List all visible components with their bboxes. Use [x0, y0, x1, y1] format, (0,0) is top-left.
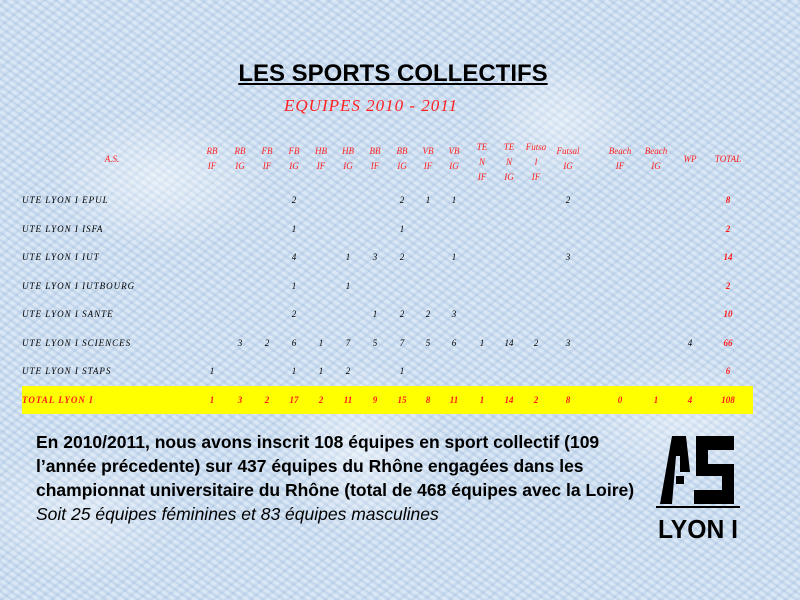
row-total-cell: 2	[725, 280, 731, 291]
column-header	[389, 144, 415, 174]
table-cell: 1	[479, 394, 485, 405]
row-total-cell: 66	[723, 337, 733, 348]
column-header-line: Futsal	[556, 146, 580, 156]
table-header	[22, 140, 753, 186]
table-cell	[469, 300, 495, 328]
table-cell: 1	[345, 252, 351, 262]
column-header	[227, 144, 253, 174]
column-header-line: FB	[288, 146, 300, 156]
table-row	[22, 243, 753, 271]
table-cell	[555, 357, 581, 385]
row-header-label: A.S.	[104, 154, 120, 164]
table-cell: 3	[372, 252, 378, 262]
as-lyon-logo-graphic	[656, 432, 740, 544]
column-header	[523, 140, 549, 185]
column-header-line: RB	[234, 146, 246, 156]
table-cell	[199, 329, 225, 357]
table-cell	[643, 215, 669, 243]
column-header-line: IG	[563, 161, 573, 171]
table-cell	[335, 186, 361, 214]
table-cell	[199, 300, 225, 328]
page-title-text: LES SPORTS COLLECTIFS	[238, 60, 548, 87]
table-cell	[643, 186, 669, 214]
table-cell	[555, 272, 581, 300]
logo-bottom-text: LYON I	[658, 514, 738, 544]
table-cell	[254, 243, 280, 271]
table-cell: 2	[291, 195, 297, 205]
table-cell	[415, 272, 441, 300]
table-cell: 7	[345, 337, 351, 348]
table-cell: 8	[565, 394, 571, 405]
column-header-line: N	[478, 157, 485, 167]
table-cell	[308, 300, 334, 328]
table-cell	[523, 186, 549, 214]
table-cell	[496, 300, 522, 328]
table-cell: 1	[399, 366, 405, 376]
table-cell	[496, 357, 522, 385]
column-header-line: WP	[683, 154, 697, 164]
table-cell	[441, 357, 467, 385]
column-header	[415, 144, 441, 174]
row-label: UTE LYON I STAPS	[22, 366, 112, 376]
column-header-line: IF	[370, 161, 380, 171]
table-cell	[389, 272, 415, 300]
column-header-line: IG	[235, 161, 245, 171]
table-cell	[523, 243, 549, 271]
table-cell	[677, 300, 703, 328]
column-header-line: TOTAL	[714, 154, 742, 164]
table-cell: 3	[237, 394, 243, 405]
table-cell	[677, 215, 703, 243]
column-header-line: IF	[423, 161, 433, 171]
row-total-cell: 10	[723, 309, 733, 319]
table-cell: 11	[343, 394, 353, 405]
column-header	[677, 152, 703, 167]
table-cell	[555, 300, 581, 328]
table-cell	[308, 186, 334, 214]
row-total-cell: 108	[721, 394, 735, 405]
table-cell	[643, 243, 669, 271]
column-header-line: RB	[206, 146, 218, 156]
column-header-line: Beach	[608, 146, 632, 156]
table-cell	[362, 272, 388, 300]
column-header-line: VB	[448, 146, 460, 156]
column-header-line: IF	[531, 172, 541, 182]
as-lyon-logo	[656, 432, 740, 544]
table-cell	[643, 272, 669, 300]
table-cell	[199, 186, 225, 214]
table-cell	[607, 329, 633, 357]
table-cell	[523, 215, 549, 243]
table-cell: 3	[565, 337, 571, 348]
table-row	[22, 300, 753, 328]
table-cell	[523, 300, 549, 328]
table-cell: 2	[264, 394, 270, 405]
column-header	[335, 144, 361, 174]
table-cell	[227, 243, 253, 271]
table-cell	[469, 357, 495, 385]
row-label: UTE LYON I SANTE	[22, 309, 114, 319]
table-cell: 2	[291, 309, 297, 319]
row-label: TOTAL LYON I	[22, 394, 94, 405]
table-cell: 1	[399, 223, 405, 234]
table-cell: 1	[451, 195, 457, 205]
table-cell: 2	[425, 309, 431, 319]
page-title	[0, 60, 786, 88]
table-cell	[308, 243, 334, 271]
column-header	[281, 144, 307, 174]
table-cell	[308, 272, 334, 300]
column-header-line: HB	[315, 146, 327, 156]
table-cell: 2	[399, 195, 405, 205]
table-cell	[441, 215, 467, 243]
column-header	[639, 144, 673, 174]
table-cell	[227, 215, 253, 243]
column-header	[496, 140, 522, 185]
column-header-line: BB	[369, 146, 381, 156]
table-cell	[227, 272, 253, 300]
table-cell: 2	[533, 337, 539, 348]
column-header-line: l	[534, 157, 538, 167]
row-label: UTE LYON I IUTBOURG	[22, 280, 136, 291]
table-cell: 1	[291, 223, 297, 234]
table-row	[22, 357, 753, 385]
row-label: UTE LYON I ISFA	[22, 223, 104, 234]
table-cell: 2	[345, 366, 351, 376]
column-header-line: FB	[261, 146, 273, 156]
summary-italic-text: Soit 25 équipes féminines et 83 équipes masculines	[36, 504, 439, 524]
table-cell	[643, 300, 669, 328]
table-row	[22, 329, 753, 357]
page-subtitle: EQUIPES 2010 - 2011	[284, 96, 459, 115]
column-header-line: IF	[615, 161, 625, 171]
table-cell	[607, 272, 633, 300]
table-cell	[199, 243, 225, 271]
table-cell: 1	[345, 280, 351, 291]
table-cell: 6	[451, 337, 457, 348]
table-row	[22, 186, 753, 214]
table-cell	[607, 300, 633, 328]
column-header	[254, 144, 280, 174]
table-cell: 3	[565, 252, 571, 262]
column-header	[441, 144, 467, 174]
table-cell	[415, 215, 441, 243]
table-cell	[254, 215, 280, 243]
table-cell	[415, 243, 441, 271]
table-cell: 4	[687, 337, 693, 348]
table-cell	[677, 186, 703, 214]
column-header-line: IG	[289, 161, 299, 171]
table-cell	[362, 357, 388, 385]
table-cell	[677, 272, 703, 300]
table-cell	[362, 186, 388, 214]
table-cell: 1	[479, 337, 485, 348]
column-header-line: IF	[207, 161, 217, 171]
table-cell: 2	[399, 252, 405, 262]
table-cell: 1	[209, 394, 215, 405]
column-header-line: TE	[476, 142, 488, 152]
table-cell: 15	[397, 394, 407, 405]
table-cell: 7	[399, 337, 405, 348]
table-cell	[227, 357, 253, 385]
row-label: UTE LYON I IUT	[22, 252, 100, 262]
table-cell: 14	[504, 337, 514, 348]
table-cell: 6	[291, 337, 297, 348]
table-cell	[496, 272, 522, 300]
column-header-line: IF	[262, 161, 272, 171]
table-cell: 14	[504, 394, 514, 405]
table-cell	[607, 215, 633, 243]
column-header-line: HB	[342, 146, 354, 156]
column-header	[469, 140, 495, 185]
table-cell: 2	[565, 195, 571, 205]
table-cell: 1	[372, 309, 378, 319]
table-cell: 1	[209, 366, 215, 376]
column-header-line: Beach	[644, 146, 668, 156]
table-cell	[469, 243, 495, 271]
table-cell	[607, 357, 633, 385]
table-row	[22, 215, 753, 243]
table-cell: 2	[318, 394, 324, 405]
column-header	[199, 144, 225, 174]
table-cell	[308, 215, 334, 243]
table-cell: 4	[687, 394, 693, 405]
table-cell	[254, 186, 280, 214]
table-cell: 1	[291, 366, 297, 376]
table-cell	[254, 357, 280, 385]
table-cell: 0	[617, 394, 623, 405]
table-cell: 1	[291, 280, 297, 291]
table-cell: 5	[372, 337, 378, 348]
column-header	[362, 144, 388, 174]
table-cell	[555, 215, 581, 243]
table-cell	[496, 186, 522, 214]
table-cell: 1	[451, 252, 457, 262]
table-cell	[607, 186, 633, 214]
table-cell	[469, 272, 495, 300]
table-cell	[496, 243, 522, 271]
column-header-line: IG	[343, 161, 353, 171]
column-header	[551, 144, 585, 174]
table-cell	[677, 243, 703, 271]
column-header-line: IG	[504, 172, 514, 182]
table-cell	[254, 300, 280, 328]
column-header-line: IG	[449, 161, 459, 171]
table-cell	[415, 357, 441, 385]
table-cell	[523, 357, 549, 385]
table-cell: 8	[425, 394, 431, 405]
table-cell: 17	[289, 394, 299, 405]
table-cell: 9	[372, 394, 378, 405]
column-header-line: IF	[477, 172, 487, 182]
row-total-cell: 6	[725, 366, 731, 376]
row-label: UTE LYON I EPUL	[22, 195, 109, 205]
table-cell: 1	[318, 366, 324, 376]
table-cell	[254, 272, 280, 300]
row-total-cell: 2	[725, 223, 731, 234]
column-header	[308, 144, 334, 174]
table-cell: 3	[237, 337, 243, 348]
row-total-cell: 8	[725, 195, 731, 205]
column-header-line: IF	[316, 161, 326, 171]
column-header-line: VB	[422, 146, 434, 156]
table-cell: 3	[451, 309, 457, 319]
column-header-line: Futsa	[525, 142, 547, 152]
table-cell: 2	[264, 337, 270, 348]
table-cell	[469, 215, 495, 243]
table-cell	[227, 186, 253, 214]
table-cell	[607, 243, 633, 271]
column-header-line: IG	[397, 161, 407, 171]
table-cell	[441, 272, 467, 300]
table-cell	[677, 357, 703, 385]
summary-bold-text: En 2010/2011, nous avons inscrit 108 équipes en sport collectif (109 l’année précedente) sur 437 équipes du Rhône engagées dans les championnat universitaire du Rhône (total de 468 équipes avec la Loire)	[36, 432, 635, 500]
table-cell	[335, 300, 361, 328]
table-cell: 4	[291, 252, 297, 262]
table-cell	[335, 215, 361, 243]
table-cell	[469, 186, 495, 214]
summary-paragraph	[36, 430, 636, 526]
table-cell	[496, 215, 522, 243]
table-cell: 1	[318, 337, 324, 348]
column-header-line: IG	[651, 161, 661, 171]
table-cell: 1	[425, 195, 431, 205]
column-header	[708, 152, 748, 167]
table-cell	[643, 329, 669, 357]
row-total-cell: 14	[723, 252, 733, 262]
row-label: UTE LYON I SCIENCES	[22, 337, 132, 348]
table-cell: 1	[653, 394, 659, 405]
table-cell	[227, 300, 253, 328]
table-cell: 2	[533, 394, 539, 405]
table-cell	[523, 272, 549, 300]
table-row	[22, 272, 753, 300]
column-header-line: N	[505, 157, 512, 167]
total-row	[22, 386, 753, 414]
table-cell: 2	[399, 309, 405, 319]
table-cell: 5	[425, 337, 431, 348]
table-cell	[199, 272, 225, 300]
table-cell	[199, 215, 225, 243]
table-cell: 11	[449, 394, 459, 405]
column-header	[603, 144, 637, 174]
column-header-line: BB	[396, 146, 408, 156]
table-cell	[362, 215, 388, 243]
column-header-line: TE	[503, 142, 515, 152]
table-cell	[643, 357, 669, 385]
